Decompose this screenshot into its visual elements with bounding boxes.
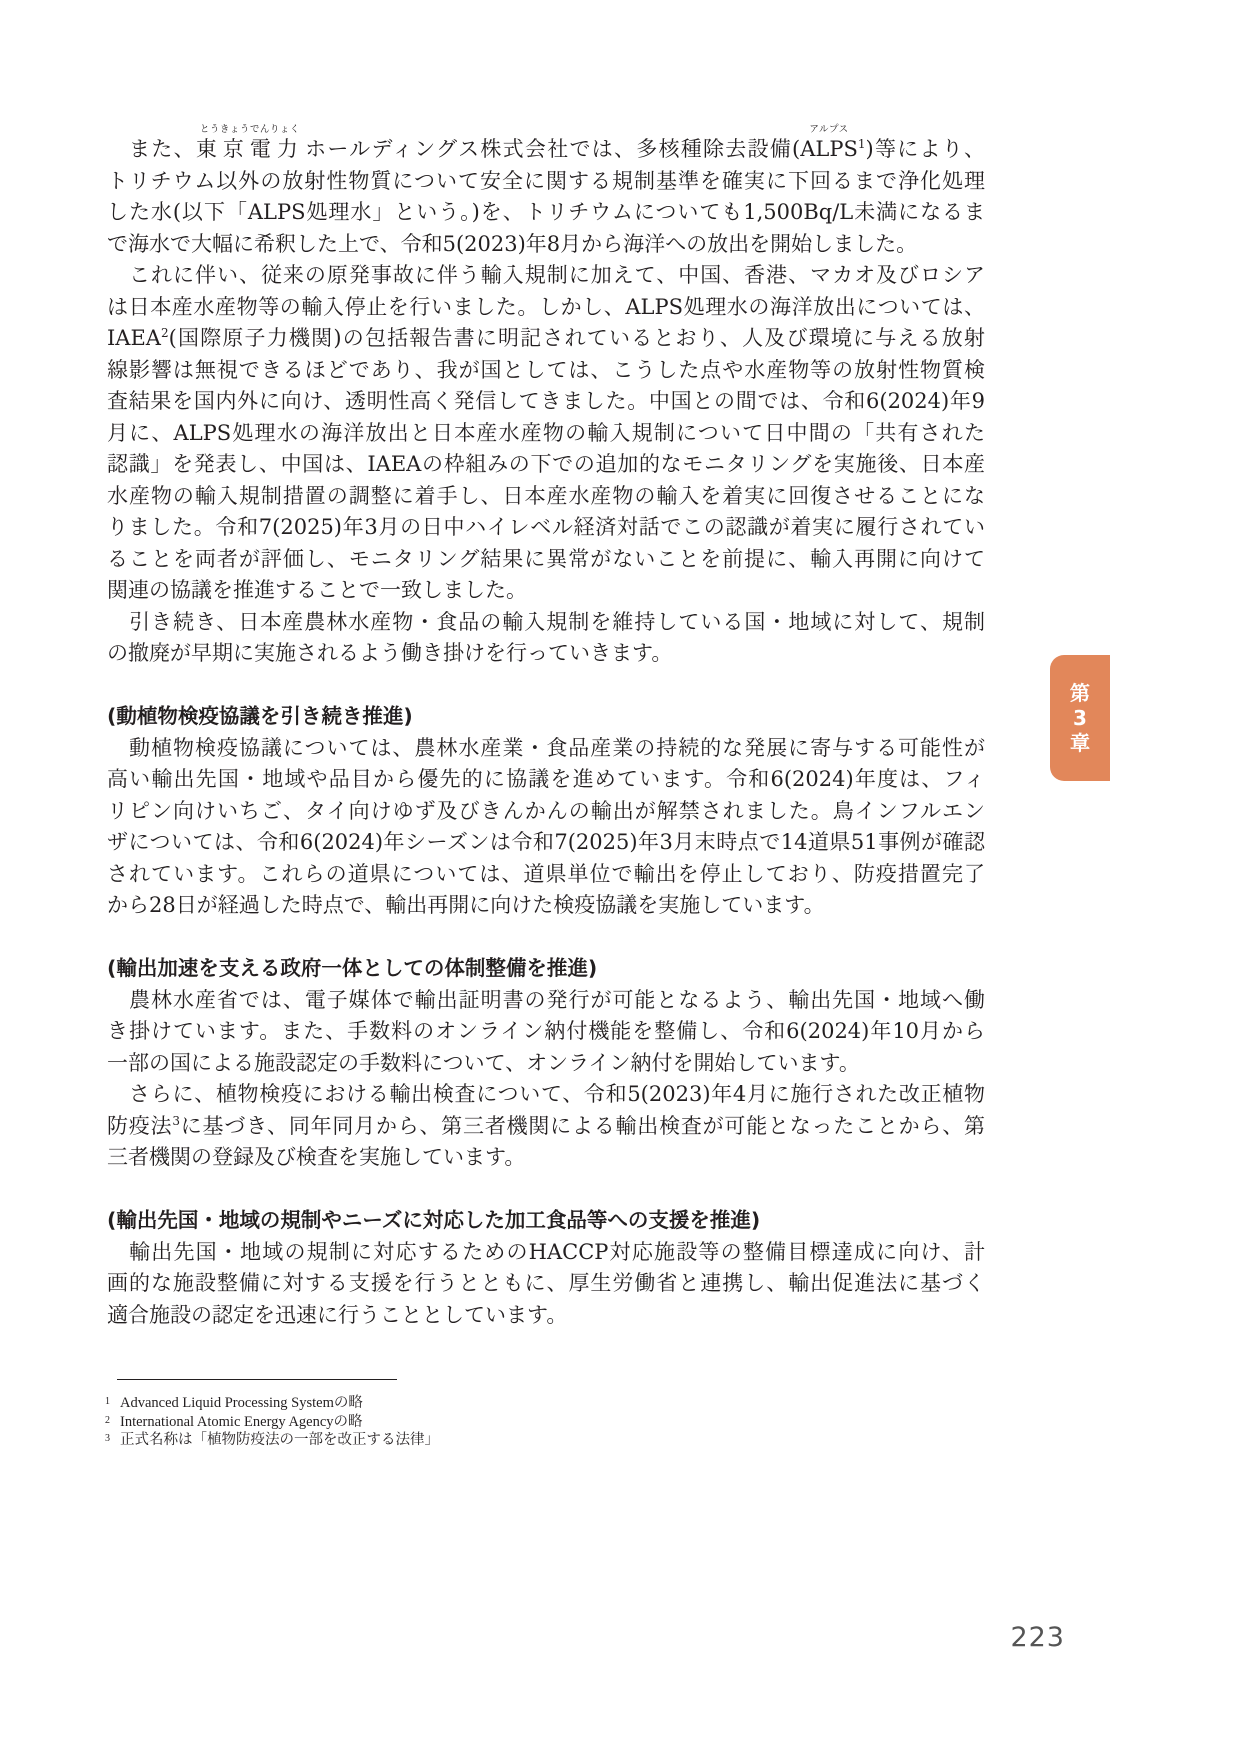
main-text — [107, 124, 985, 1331]
text-span: に基づき、同年同月から、第三者機関による輸出検査が可能となったことから、第 — [179, 1113, 985, 1138]
paragraph — [107, 1079, 985, 1174]
footnote — [105, 1395, 705, 1414]
section — [107, 953, 985, 1174]
ruby-text: アルプス — [809, 124, 849, 135]
body-line: 線影響は無視できるほどであり、我が国としては、こうした点や水産物等の放射性物質検 — [107, 357, 985, 382]
ruby-text: とうきょうでんりょく — [199, 124, 300, 135]
body-line: ることを両者が評価し、モニタリング結果に異常がないことを前提に、輸入再開に向けて — [107, 546, 985, 571]
footnote — [105, 1414, 705, 1433]
chapter-tab-char: 章 — [1070, 730, 1090, 755]
body-line — [107, 124, 985, 166]
spacer — [107, 670, 985, 702]
ruby-base: 東京電力 — [195, 137, 304, 161]
body-line: されています。これらの道県については、道県単位で輸出を停止しており、防疫措置完了 — [107, 861, 985, 886]
section — [107, 701, 985, 922]
ruby-group — [195, 124, 304, 166]
section — [107, 1205, 985, 1331]
ruby-base: ALPS — [800, 137, 858, 161]
body-line: これに伴い、従来の原発事故に伴う輸入規制に加えて、中国、香港、マカオ及びロシア — [129, 263, 985, 287]
body-line: 高い輸出先国・地域や品目から優先的に協議を進めています。令和6(2024)年度は、フィ — [107, 767, 985, 791]
chapter-tab-char: 3 — [1073, 705, 1087, 730]
footnote-marker: 1 — [857, 137, 866, 151]
body-line: 農林水産省では、電子媒体で輸出証明書の発行が可能となるよう、輸出先国・地域へ働 — [129, 987, 985, 1012]
paragraph — [107, 1237, 985, 1332]
body-line: 水産物の輸入規制措置の調整に着手し、日本産水産物の輸入を着実に回復させることにな — [107, 483, 985, 508]
body-line: 動植物検疫協議については、農林水産業・食品産業の持続的な発展に寄与する可能性が — [129, 735, 985, 760]
body-line — [107, 1111, 985, 1143]
section-heading: (動植物検疫協議を引き続き推進) — [107, 704, 413, 728]
body-line: 輸出先国・地域の規制に対応するためのHACCP対応施設等の整備目標達成に向け、計 — [129, 1239, 985, 1264]
body-line: の撤廃が早期に実施されるよう働き掛けを行っていきます。 — [107, 641, 673, 665]
text-span: また、 — [129, 137, 196, 161]
body-line: ザについては、令和6(2024)年シーズンは令和7(2025)年3月末時点で14道県51事例が確認 — [107, 830, 985, 854]
body-line: リピン向けいちご、タイ向けゆず及びきんかんの輸出が解禁されました。鳥インフルエン — [107, 798, 985, 823]
body-line: で海水で大幅に希釈した上で、令和5(2023)年8月から海洋への放出を開始しました。 — [107, 231, 918, 256]
footnote — [105, 1432, 705, 1451]
footnote-marker: 3 — [172, 1113, 180, 1128]
spacer — [107, 1174, 985, 1206]
chapter-tab-char: 第 — [1070, 680, 1090, 705]
footnote-text: Advanced Liquid Processing Systemの略 — [120, 1395, 363, 1411]
body-line: 査結果を国内外に向け、透明性高く発信してきました。中国との間では、令和6(2024)年9 — [107, 389, 985, 413]
text-span: IAEA — [107, 326, 161, 350]
text-span: 防疫法 — [107, 1113, 173, 1138]
body-line: 画的な施設整備に対する支援を行うとともに、厚生労働省と連携し、輸出促進法に基づく — [107, 1271, 985, 1295]
body-line: 月に、ALPS処理水の海洋放出と日本産水産物の輸入規制について日中間の「共有された — [107, 420, 985, 445]
footnote-text: International Atomic Energy Agencyの略 — [120, 1413, 363, 1430]
text-span: )等により、 — [865, 137, 985, 161]
body-line: 認識」を発表し、中国は、IAEAの枠組みの下での追加的なモニタリングを実施後、日本産 — [107, 452, 985, 476]
paragraph — [107, 733, 985, 922]
ruby-group — [800, 124, 858, 166]
footnote-divider — [117, 1379, 397, 1380]
footnote-text: 正式名称は「植物防疫法の一部を改正する法律」 — [120, 1432, 439, 1448]
text-span: (国際原子力機関)の包括報告書に明記されているとおり、人及び環境に与える放射 — [168, 326, 985, 350]
body-line: 適合施設の認定を迅速に行うこととしています。 — [107, 1302, 568, 1327]
body-line: き掛けています。また、手数料のオンライン納付機能を整備し、令和6(2024)年10月から — [107, 1019, 985, 1043]
section-heading: (輸出先国・地域の規制やニーズに対応した加工食品等への支援を推進) — [107, 1208, 761, 1232]
paragraph — [107, 124, 985, 260]
footnote-number: 2 — [105, 1414, 110, 1426]
body-line: から28日が経過した時点で、輸出再開に向けた検疫協議を実施しています。 — [107, 893, 825, 917]
spacer — [107, 922, 985, 954]
body-line: さらに、植物検疫における輸出検査について、令和5(2023)年4月に施行された改正植物 — [129, 1082, 985, 1106]
paragraph — [107, 260, 985, 607]
section-heading: (輸出加速を支える政府一体としての体制整備を推進) — [107, 956, 598, 980]
body-line: トリチウム以外の放射性物質について安全に関する規制基準を確実に下回るまで浄化処理 — [107, 168, 985, 193]
body-line: りました。令和7(2025)年3月の日中ハイレベル経済対話でこの認識が着実に履行されてい — [107, 515, 985, 539]
body-line: 引き続き、日本産農林水産物・食品の輸入規制を維持している国・地域に対して、規制 — [129, 609, 985, 634]
paragraph — [107, 607, 985, 670]
footnote-number: 3 — [105, 1433, 110, 1444]
body-line: 三者機関の登録及び検査を実施しています。 — [107, 1145, 526, 1169]
body-line — [107, 323, 985, 355]
body-line: 関連の協議を推進することで一致しました。 — [107, 578, 527, 602]
footnote-number: 1 — [105, 1396, 110, 1407]
chapter-tab — [1050, 655, 1110, 781]
text-span: ホールディングス株式会社では、多核種除去設備( — [303, 137, 801, 161]
footnotes — [105, 1395, 705, 1451]
footnote-marker: 2 — [160, 326, 169, 340]
paragraph — [107, 985, 985, 1080]
page-number: 223 — [1010, 1622, 1065, 1653]
body-line: 一部の国による施設認定の手数料について、オンライン納付を開始しています。 — [107, 1050, 860, 1075]
body-line: した水(以下「ALPS処理水」という。)を、トリチウムについても1,500Bq/L未満になるま — [107, 200, 985, 224]
body-line: は日本産水産物等の輸入停止を行いました。しかし、ALPS処理水の海洋放出については、 — [107, 294, 985, 319]
